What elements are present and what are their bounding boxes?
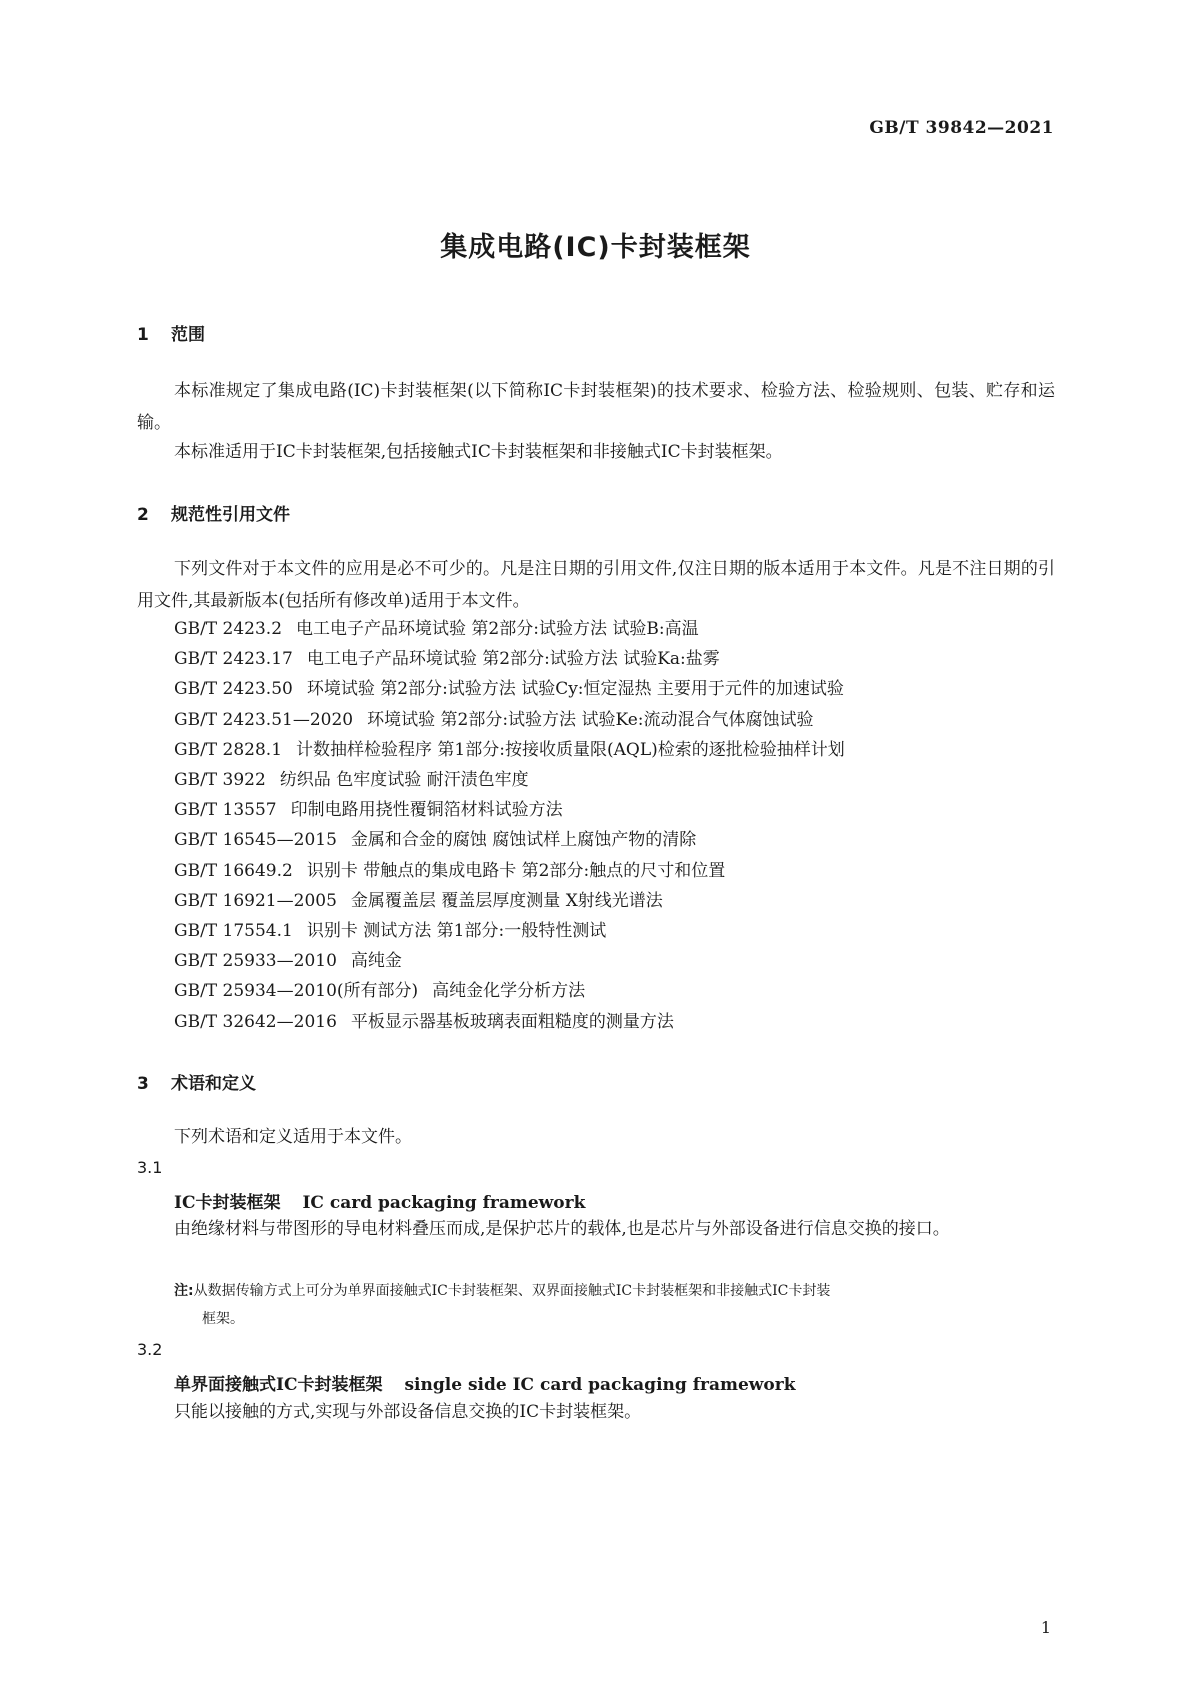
section-3-title: 术语和定义	[171, 1074, 256, 1094]
reference-item	[174, 765, 845, 795]
term-3-2-definition: 只能以接触的方式,实现与外部设备信息交换的IC卡封装框架。	[174, 1402, 642, 1422]
section-1-paragraph-2: 本标准适用于IC卡封装框架,包括接触式IC卡封装框架和非接触式IC卡封装框架。	[174, 442, 783, 462]
reference-title: 高纯金化学分析方法	[432, 981, 586, 1002]
section-2-intro: 下列文件对于本文件的应用是必不可少的。凡是注日期的引用文件,仅注日期的版本适用于本文件。凡是不注日期的引用文件,其最新版本(包括所有修改单)适用于本文件。	[137, 559, 1055, 611]
reference-code: GB/T 25933—2010	[174, 951, 337, 972]
section-3-intro: 下列术语和定义适用于本文件。	[174, 1127, 412, 1147]
reference-item	[174, 1007, 845, 1037]
section-1-heading	[137, 320, 205, 345]
reference-item	[174, 856, 845, 886]
term-3-1-heading	[174, 1188, 585, 1213]
reference-code: GB/T 32642—2016	[174, 1011, 337, 1032]
reference-title: 识别卡 测试方法 第1部分:一般特性测试	[306, 921, 607, 942]
term-3-1-number: 3.1	[137, 1158, 163, 1177]
section-1-paragraph-1: 本标准规定了集成电路(IC)卡封装框架(以下简称IC卡封装框架)的技术要求、检验方法、检验规则、包装、贮存和运输。	[137, 381, 1055, 433]
reference-code: GB/T 16545—2015	[174, 830, 337, 851]
reference-item	[174, 795, 845, 825]
reference-item	[174, 614, 845, 644]
term-3-1-definition: 由绝缘材料与带图形的导电材料叠压而成,是保护芯片的载体,也是芯片与外部设备进行信息交换的接口。	[174, 1219, 950, 1239]
reference-item	[174, 916, 845, 946]
reference-code: GB/T 13557	[174, 800, 277, 821]
reference-item	[174, 705, 845, 735]
note-line-1	[174, 1277, 1062, 1305]
standard-number: GB/T 39842—2021	[869, 118, 1054, 138]
reference-item	[174, 886, 845, 916]
reference-code: GB/T 2423.17	[174, 649, 293, 670]
term-3-2-heading	[174, 1370, 795, 1395]
reference-title: 平板显示器基板玻璃表面粗糙度的测量方法	[350, 1011, 674, 1032]
document-title: 集成电路(IC)卡封装框架	[440, 232, 751, 263]
section-2-heading	[137, 500, 290, 525]
reference-title: 电工电子产品环境试验 第2部分:试验方法 试验B:高温	[296, 619, 699, 639]
normative-reference-list	[174, 614, 845, 1037]
term-3-1-note	[174, 1277, 1062, 1333]
reference-title: 金属覆盖层 覆盖层厚度测量 X射线光谱法	[350, 890, 663, 911]
reference-item	[174, 644, 845, 674]
reference-code: GB/T 16649.2	[174, 860, 293, 881]
section-1-title: 范围	[171, 325, 205, 345]
reference-code: GB/T 2423.2	[174, 619, 283, 639]
page-number: 1	[1040, 1618, 1051, 1637]
reference-title: 金属和合金的腐蚀 腐蚀试样上腐蚀产物的清除	[350, 830, 697, 851]
reference-code: GB/T 25934—2010(所有部分)	[174, 981, 419, 1002]
reference-code: GB/T 2423.51—2020	[174, 709, 354, 730]
reference-item	[174, 674, 845, 704]
section-1-number: 1	[137, 325, 149, 345]
reference-code: GB/T 2423.50	[174, 679, 293, 700]
reference-title: 电工电子产品环境试验 第2部分:试验方法 试验Ka:盐雾	[306, 649, 720, 670]
reference-item	[174, 976, 845, 1006]
term-3-1-chinese: IC卡封装框架	[174, 1193, 281, 1213]
reference-title: 高纯金	[350, 951, 402, 972]
reference-title: 识别卡 带触点的集成电路卡 第2部分:触点的尺寸和位置	[306, 860, 726, 881]
reference-title: 纺织品 色牢度试验 耐汗渍色牢度	[279, 770, 529, 791]
note-text: 从数据传输方式上可分为单界面接触式IC卡封装框架、双界面接触式IC卡封装框架和非接触式IC卡封装	[193, 1283, 831, 1299]
reference-item	[174, 946, 845, 976]
section-3-number: 3	[137, 1074, 149, 1094]
note-label: 注:	[174, 1283, 194, 1299]
reference-code: GB/T 3922	[174, 770, 266, 791]
reference-title: 环境试验 第2部分:试验方法 试验Cy:恒定湿热 主要用于元件的加速试验	[306, 679, 844, 700]
reference-title: 印制电路用挠性覆铜箔材料试验方法	[290, 800, 563, 821]
reference-code: GB/T 2828.1	[174, 739, 283, 760]
term-3-2-english: single side IC card packaging framework	[404, 1375, 796, 1395]
term-3-2-number: 3.2	[137, 1340, 163, 1359]
section-2-title: 规范性引用文件	[171, 505, 290, 525]
reference-title: 环境试验 第2部分:试验方法 试验Ke:流动混合气体腐蚀试验	[367, 709, 814, 730]
term-3-2-chinese: 单界面接触式IC卡封装框架	[174, 1375, 383, 1395]
note-line-2: 框架。	[202, 1311, 244, 1327]
term-3-1-english: IC card packaging framework	[302, 1193, 586, 1213]
reference-title: 计数抽样检验程序 第1部分:按接收质量限(AQL)检索的逐批检验抽样计划	[296, 739, 845, 760]
reference-item	[174, 735, 845, 765]
reference-code: GB/T 16921—2005	[174, 890, 337, 911]
reference-code: GB/T 17554.1	[174, 921, 293, 942]
section-2-number: 2	[137, 505, 149, 525]
section-3-heading	[137, 1069, 256, 1094]
reference-item	[174, 825, 845, 855]
